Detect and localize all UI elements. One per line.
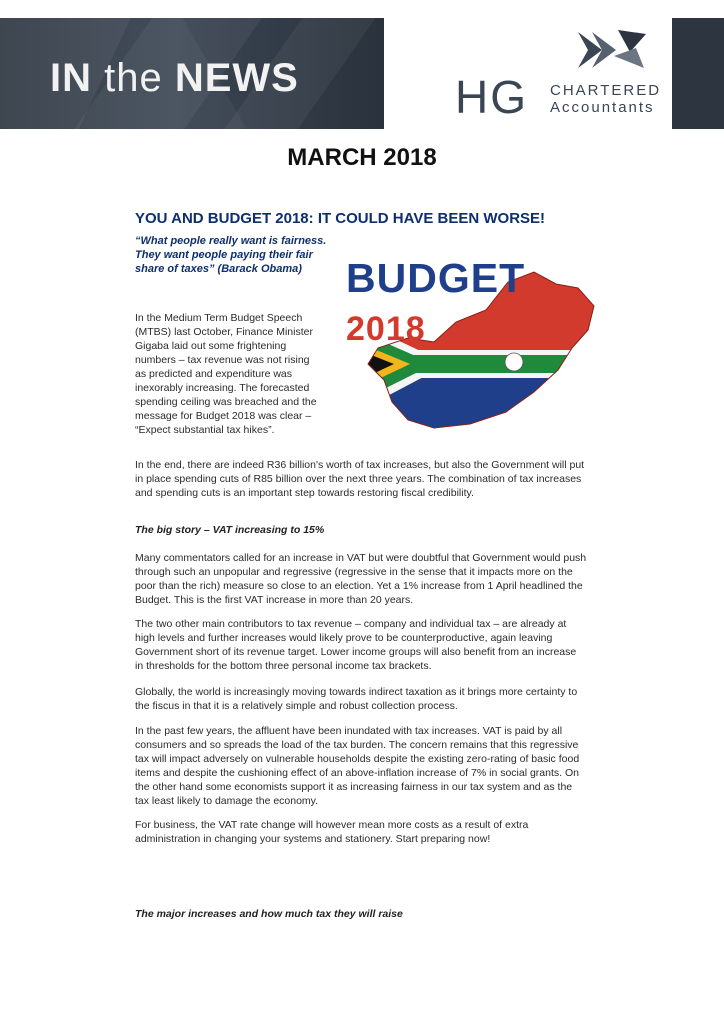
firm-logo bbox=[447, 18, 724, 129]
intro-paragraph: In the Medium Term Budget Speech (MTBS) last October, Finance Minister Gigaba laid out some frightening numbers – tax revenue was not rising as predicted and expenditure was inexorably increasing. The forecasted spending ceiling was breached and the message for Budget 2018 was clear – “Expect substantial tax hikes”. bbox=[135, 312, 317, 436]
article-headline: YOU AND BUDGET 2018: IT COULD HAVE BEEN WORSE! bbox=[135, 210, 546, 227]
newsletter-title: IN the NEWS bbox=[50, 56, 299, 100]
chevron-logo-icon bbox=[578, 30, 648, 70]
body-paragraph: Globally, the world is increasingly moving towards indirect taxation as it brings more certainty to the fiscus in that it is a relatively simple and robust collection process. bbox=[135, 686, 578, 712]
header-banner bbox=[0, 18, 384, 129]
firm-name-line1: CHARTERED bbox=[550, 82, 662, 99]
section-subheading: The big story – VAT increasing to 15% bbox=[135, 524, 325, 536]
issue-date: MARCH 2018 bbox=[287, 144, 437, 171]
body-paragraph: In the past few years, the affluent have been inundated with tax increases. VAT is paid by all consumers and so spreads the load of the tax burden. The concern remains that this regressive tax will impact adversely on vulnerable households despite the existing zero-rating of basic food items and despite the cushioning effect of an above-inflation increase of 7% in social grants. On the other hand some economists support it as increasing fairness in our tax system and as the tax least likely to damage the economy. bbox=[135, 725, 580, 807]
logo-letters: HG bbox=[455, 71, 528, 123]
firm-name bbox=[550, 82, 661, 116]
budget-year: 2018 bbox=[346, 310, 426, 348]
budget-word: BUDGET bbox=[346, 255, 526, 301]
body-paragraph: The two other main contributors to tax revenue – company and individual tax – are already at high levels and further increases would likely prove to be counterproductive, again leaving Government short of its revenue target. Lower income groups will also benefit from an increase in thresholds for the bottom three personal income tax brackets. bbox=[135, 618, 577, 672]
budget-2018-graphic bbox=[338, 252, 600, 442]
body-paragraph: Many commentators called for an increase in VAT but were doubtful that Government would push through such an unpopular and regressive (regressive in the sense that it impacts more on the poor than the rich) measure so close to an election. Yet a 1% increase from 1 April headlined the Budget. This is the first VAT increase in more than 20 years. bbox=[135, 552, 587, 606]
body-paragraph: In the end, there are indeed R36 billion's worth of tax increases, but also the Government will put in place spending cuts of R85 billion over the next three years. The combination of tax increases and spending cuts is an important step towards restoring fiscal credibility. bbox=[135, 459, 585, 499]
logo-dark-strip bbox=[672, 18, 724, 129]
section-subheading: The major increases and how much tax they will raise bbox=[135, 908, 403, 920]
firm-name-line2: Accountants bbox=[550, 99, 655, 116]
body-paragraph: For business, the VAT rate change will however mean more costs as a result of extra administration in changing your systems and stationery. Start preparing now! bbox=[135, 819, 529, 845]
pull-quote: “What people really want is fairness. They want people paying their fair share of taxes” (Barack Obama) bbox=[135, 235, 327, 275]
